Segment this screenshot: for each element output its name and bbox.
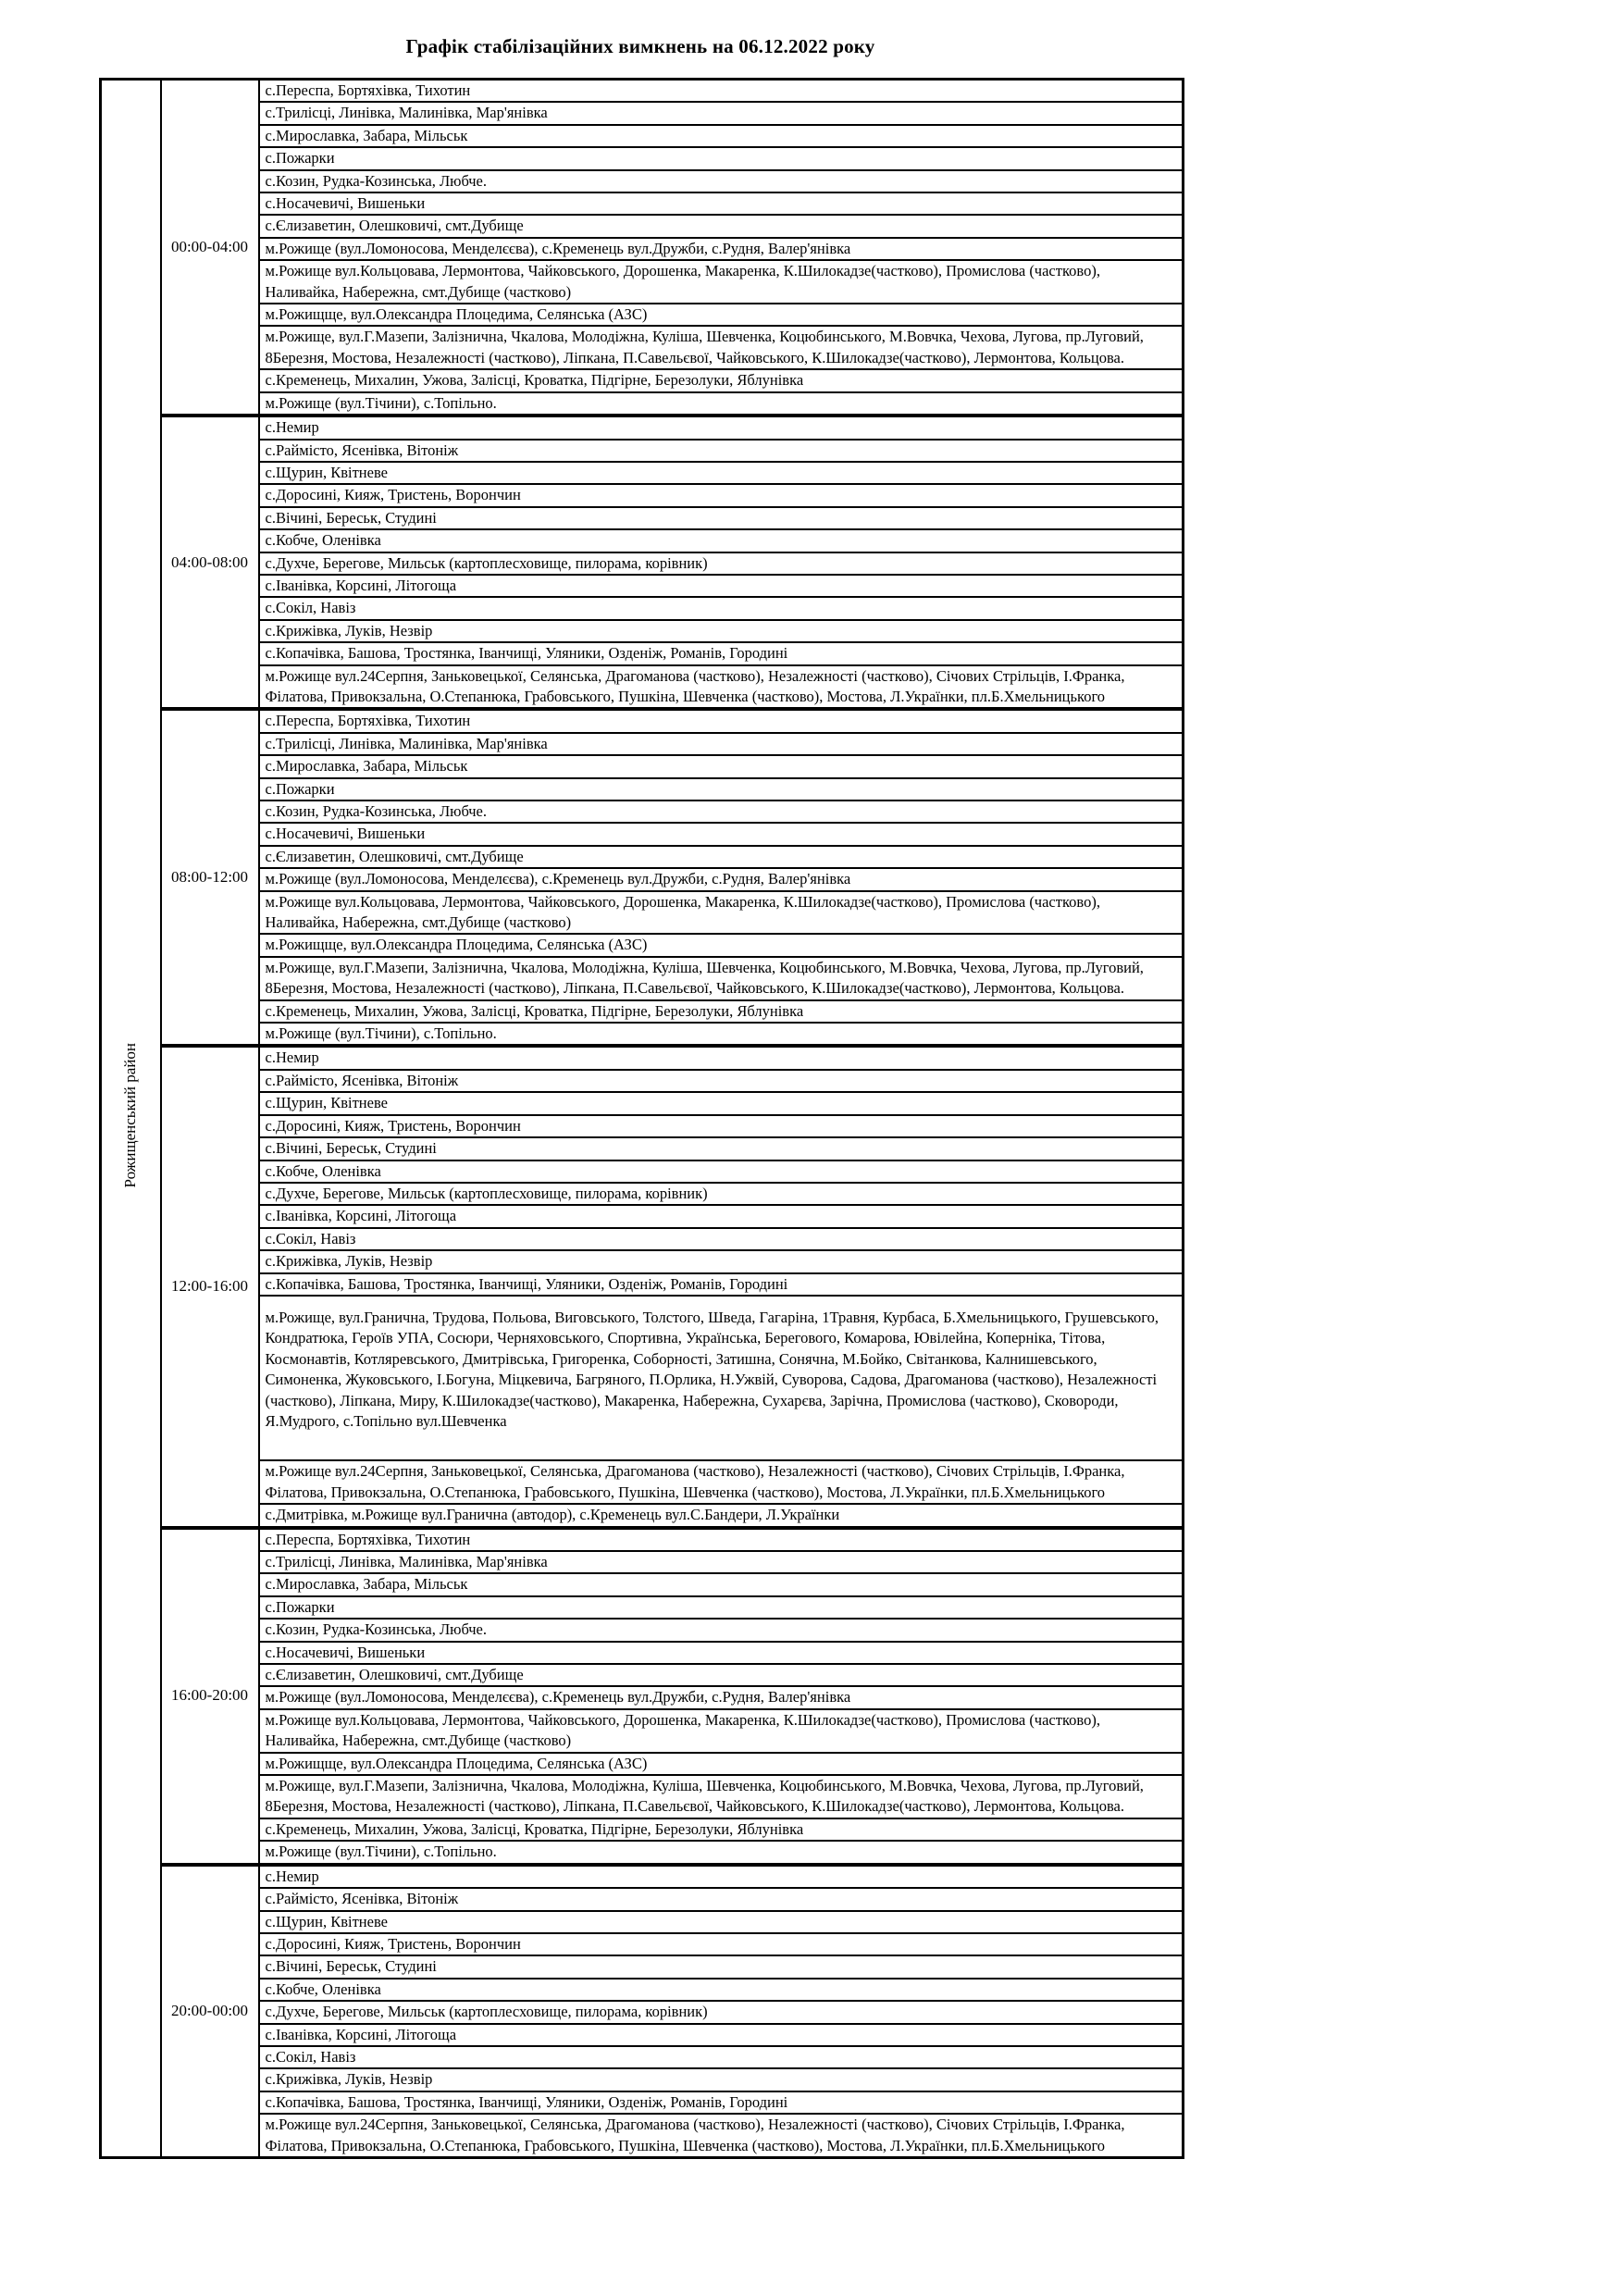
- area-cell: с.Крижівка, Луків, Незвір: [259, 1250, 1184, 1272]
- area-cell: с.Немир: [259, 1046, 1184, 1069]
- table-row: [101, 642, 1184, 664]
- table-row: [101, 192, 1184, 215]
- table-row: [101, 1092, 1184, 1114]
- area-cell: с.Раймісто, Ясенівка, Вітоніж: [259, 1888, 1184, 1910]
- area-cell: с.Козин, Рудка-Козинська, Любче.: [259, 800, 1184, 823]
- district-cell: [101, 80, 161, 2158]
- table-row: [101, 1619, 1184, 1641]
- table-row: [101, 147, 1184, 169]
- table-row: [101, 326, 1184, 369]
- schedule-table: [99, 78, 1184, 2159]
- area-cell: м.Рожище, вул.Г.Мазепи, Залізнична, Чкалова, Молодіжна, Куліша, Шевченка, Коцюбинського, М.Вовчка, Чехова, Лугова, пр.Луговий, 8Березня, Мостова, Незалежності (частково), Ліпкана, П.Савельєвої, Чайковського, К.Шилокадзе(частково), Лермонтова, Кольцова.: [259, 326, 1184, 369]
- table-row: [101, 1865, 1184, 1888]
- table-row: [101, 484, 1184, 506]
- area-cell: с.Копачівка, Башова, Тростянка, Іванчищі, Уляники, Озденіж, Романів, Городині: [259, 642, 1184, 664]
- table-row: [101, 529, 1184, 552]
- table-row: [101, 1642, 1184, 1664]
- area-cell: с.Єлизаветин, Олешковичі, смт.Дубище: [259, 215, 1184, 237]
- area-cell: с.Сокіл, Навіз: [259, 597, 1184, 619]
- area-cell: м.Рожище, вул.Г.Мазепи, Залізнична, Чкалова, Молодіжна, Куліша, Шевченка, Коцюбинського, М.Вовчка, Чехова, Лугова, пр.Луговий, 8Березня, Мостова, Незалежності (частково), Ліпкана, П.Савельєвої, Чайковського, К.Шилокадзе(частково), Лермонтова, Кольцова.: [259, 957, 1184, 1000]
- table-row: [101, 1955, 1184, 1978]
- time-slot-label: 16:00-20:00: [161, 1528, 259, 1865]
- table-row: [101, 1250, 1184, 1272]
- table-row: [101, 665, 1184, 710]
- area-cell: с.Єлизаветин, Олешковичі, смт.Дубище: [259, 846, 1184, 868]
- area-cell: с.Переспа, Бортяхівка, Тихотин: [259, 80, 1184, 103]
- table-row: [101, 2091, 1184, 2114]
- area-cell: с.Козин, Рудка-Козинська, Любче.: [259, 170, 1184, 192]
- table-row: [101, 891, 1184, 935]
- table-row: [101, 597, 1184, 619]
- area-cell: м.Рожищще, вул.Олександра Плоцедима, Селянська (АЗС): [259, 934, 1184, 956]
- table-row: [101, 552, 1184, 575]
- table-row: [101, 1979, 1184, 2001]
- table-row: [101, 1775, 1184, 1818]
- area-cell: с.Раймісто, Ясенівка, Вітоніж: [259, 440, 1184, 462]
- area-cell: с.Духче, Берегове, Мильськ (картоплесховище, пилорама, корівник): [259, 552, 1184, 575]
- area-cell: м.Рожище вул.Кольцовава, Лермонтова, Чайковського, Дорошенка, Макаренка, К.Шилокадзе(частково), Промислова (частково), Наливайка, Набережна, смт.Дубище (частково): [259, 891, 1184, 935]
- table-row: [101, 1273, 1184, 1296]
- area-cell: с.Вічині, Береськ, Студині: [259, 507, 1184, 529]
- table-row: [101, 778, 1184, 800]
- table-row: [101, 823, 1184, 845]
- area-cell: с.Мирославка, Забара, Мільськ: [259, 755, 1184, 777]
- table-row: [101, 80, 1184, 103]
- table-row: [101, 1753, 1184, 1775]
- area-cell: с.Крижівка, Луків, Незвір: [259, 620, 1184, 642]
- area-cell: с.Іванівка, Корсині, Літогоща: [259, 575, 1184, 597]
- table-row: [101, 1228, 1184, 1250]
- table-row: [101, 1664, 1184, 1686]
- table-row: [101, 1183, 1184, 1205]
- table-row: [101, 1911, 1184, 1933]
- table-row: [101, 238, 1184, 260]
- table-row: [101, 102, 1184, 124]
- area-cell: с.Носачевичі, Вишеньки: [259, 823, 1184, 845]
- area-cell: с.Кременець, Михалин, Ужова, Залісці, Кроватка, Підгірне, Березолуки, Яблунівка: [259, 1818, 1184, 1841]
- area-cell: м.Рожище (вул.Тічини), с.Топільно.: [259, 1023, 1184, 1046]
- area-cell: с.Мирославка, Забара, Мільськ: [259, 125, 1184, 147]
- area-cell: с.Щурин, Квітневе: [259, 462, 1184, 484]
- area-cell: с.Немир: [259, 1865, 1184, 1888]
- table-row: [101, 1160, 1184, 1183]
- table-row: [101, 1296, 1184, 1460]
- area-cell: м.Рожищще, вул.Олександра Плоцедима, Селянська (АЗС): [259, 304, 1184, 326]
- table-row: [101, 1137, 1184, 1160]
- area-cell: с.Носачевичі, Вишеньки: [259, 1642, 1184, 1664]
- area-cell: с.Переспа, Бортяхівка, Тихотин: [259, 709, 1184, 732]
- area-cell: с.Вічині, Береськ, Студині: [259, 1955, 1184, 1978]
- time-slot-label: 20:00-00:00: [161, 1865, 259, 2158]
- table-row: [101, 170, 1184, 192]
- area-cell: с.Кобче, Оленівка: [259, 529, 1184, 552]
- area-cell: м.Рожище (вул.Ломоносова, Менделєєва), с.Кременець вул.Дружби, с.Рудня, Валер'янівка: [259, 238, 1184, 260]
- district-label: Рожищенський район: [121, 1043, 140, 1188]
- table-row: [101, 1818, 1184, 1841]
- area-cell: с.Трилісці, Линівка, Малинівка, Мар'янівка: [259, 733, 1184, 755]
- area-cell: с.Дмитрівка, м.Рожище вул.Гранична (автодор), с.Кременець вул.С.Бандери, Л.Українки: [259, 1504, 1184, 1527]
- table-row: [101, 1551, 1184, 1573]
- time-slot-label: 00:00-04:00: [161, 80, 259, 416]
- area-cell: с.Щурин, Квітневе: [259, 1092, 1184, 1114]
- table-row: [101, 440, 1184, 462]
- area-cell: с.Кобче, Оленівка: [259, 1160, 1184, 1183]
- area-cell: с.Крижівка, Луків, Незвір: [259, 2068, 1184, 2091]
- schedule-table-body: [101, 80, 1184, 2158]
- area-cell: с.Копачівка, Башова, Тростянка, Іванчищі, Уляники, Озденіж, Романів, Городині: [259, 1273, 1184, 1296]
- table-row: [101, 462, 1184, 484]
- table-row: [101, 733, 1184, 755]
- area-cell: с.Іванівка, Корсині, Літогоща: [259, 2024, 1184, 2046]
- area-cell: с.Іванівка, Корсині, Літогоща: [259, 1205, 1184, 1227]
- area-cell: м.Рожище, вул.Г.Мазепи, Залізнична, Чкалова, Молодіжна, Куліша, Шевченка, Коцюбинського, М.Вовчка, Чехова, Лугова, пр.Луговий, 8Березня, Мостова, Незалежності (частково), Ліпкана, П.Савельєвої, Чайковського, К.Шилокадзе(частково), Лермонтова, Кольцова.: [259, 1775, 1184, 1818]
- table-row: [101, 2024, 1184, 2046]
- area-cell: с.Доросині, Кияж, Тристень, Ворончин: [259, 1933, 1184, 1955]
- table-row: [101, 575, 1184, 597]
- table-row: [101, 369, 1184, 391]
- table-row: [101, 304, 1184, 326]
- area-cell: м.Рожище, вул.Гранична, Трудова, Польова, Виговського, Толстого, Шведа, Гагаріна, 1Травня, Курбаса, Б.Хмельницького, Грушевського, Кондратюка, Героїв УПА, Сосюри, Черняховського, Спортивна, Українська, Берегового, Комарова, Ювілейна, Коперніка, Тітова, Космонавтів, Котляревського, Дмитрівська, Григоренка, Соборності, Затишна, Сонячна, М.Бойко, Світанкова, Калнишевського, Симоненка, Жуковського, І.Богуна, Міцкевича, Багряного, П.Орлика, Н.Ужвій, Суворова, Садова, Драгоманова (частково), Незалежності (частково), Ліпкана, Миру, К.Шилокадзе(частково), Макаренка, Набережна, Сухарєва, Зарічна, Промислова (частково), Сковороди, Я.Мудрого, с.Топільно вул.Шевченка: [259, 1296, 1184, 1460]
- area-cell: с.Копачівка, Башова, Тростянка, Іванчищі, Уляники, Озденіж, Романів, Городині: [259, 2091, 1184, 2114]
- table-row: [101, 507, 1184, 529]
- area-cell: с.Єлизаветин, Олешковичі, смт.Дубище: [259, 1664, 1184, 1686]
- area-cell: с.Носачевичі, Вишеньки: [259, 192, 1184, 215]
- area-cell: с.Трилісці, Линівка, Малинівка, Мар'янівка: [259, 1551, 1184, 1573]
- table-row: [101, 2001, 1184, 2023]
- table-row: [101, 1933, 1184, 1955]
- area-cell: с.Щурин, Квітневе: [259, 1911, 1184, 1933]
- area-cell: с.Сокіл, Навіз: [259, 1228, 1184, 1250]
- area-cell: м.Рожище вул.24Серпня, Заньковецької, Селянська, Драгоманова (частково), Незалежності (частково), Січових Стрільців, І.Франка, Філатова, Привокзальна, О.Степанюка, Грабовського, Пушкіна, Шевченка (частково), Мостова, Л.Українки, пл.Б.Хмельницького: [259, 665, 1184, 710]
- area-cell: с.Вічині, Береськ, Студині: [259, 1137, 1184, 1160]
- table-row: [101, 846, 1184, 868]
- area-cell: м.Рожищще, вул.Олександра Плоцедима, Селянська (АЗС): [259, 1753, 1184, 1775]
- area-cell: м.Рожище вул.Кольцовава, Лермонтова, Чайковського, Дорошенка, Макаренка, К.Шилокадзе(частково), Промислова (частково), Наливайка, Набережна, смт.Дубище (частково): [259, 1709, 1184, 1753]
- time-slot-label: 12:00-16:00: [161, 1046, 259, 1527]
- table-row: [101, 1596, 1184, 1619]
- table-row: [101, 620, 1184, 642]
- area-cell: с.Раймісто, Ясенівка, Вітоніж: [259, 1070, 1184, 1092]
- table-row: [101, 1115, 1184, 1137]
- table-row: [101, 1841, 1184, 1864]
- area-cell: с.Кременець, Михалин, Ужова, Залісці, Кроватка, Підгірне, Березолуки, Яблунівка: [259, 1000, 1184, 1023]
- table-row: [101, 1888, 1184, 1910]
- table-row: [101, 934, 1184, 956]
- table-row: [101, 125, 1184, 147]
- table-row: [101, 416, 1184, 439]
- area-cell: м.Рожище (вул.Тічини), с.Топільно.: [259, 1841, 1184, 1864]
- area-cell: с.Пожарки: [259, 1596, 1184, 1619]
- area-cell: с.Доросині, Кияж, Тристень, Ворончин: [259, 1115, 1184, 1137]
- area-cell: с.Духче, Берегове, Мильськ (картоплесховище, пилорама, корівник): [259, 2001, 1184, 2023]
- area-cell: с.Переспа, Бортяхівка, Тихотин: [259, 1528, 1184, 1551]
- table-row: [101, 755, 1184, 777]
- area-cell: с.Духче, Берегове, Мильськ (картоплесховище, пилорама, корівник): [259, 1183, 1184, 1205]
- area-cell: м.Рожище вул.Кольцовава, Лермонтова, Чайковського, Дорошенка, Макаренка, К.Шилокадзе(частково), Промислова (частково), Наливайка, Набережна, смт.Дубище (частково): [259, 260, 1184, 304]
- area-cell: м.Рожище вул.24Серпня, Заньковецької, Селянська, Драгоманова (частково), Незалежності (частково), Січових Стрільців, І.Франка, Філатова, Привокзальна, О.Степанюка, Грабовського, Пушкіна, Шевченка (частково), Мостова, Л.Українки, пл.Б.Хмельницького: [259, 2114, 1184, 2157]
- area-cell: с.Козин, Рудка-Козинська, Любче.: [259, 1619, 1184, 1641]
- page-title: Графік стабілізаційних вимкнень на 06.12.2022 року: [405, 35, 875, 57]
- area-cell: с.Доросині, Кияж, Тристень, Ворончин: [259, 484, 1184, 506]
- table-row: [101, 1023, 1184, 1046]
- table-row: [101, 215, 1184, 237]
- table-row: [101, 868, 1184, 890]
- area-cell: с.Трилісці, Линівка, Малинівка, Мар'янівка: [259, 102, 1184, 124]
- table-row: [101, 2046, 1184, 2068]
- table-row: [101, 1205, 1184, 1227]
- table-row: [101, 1046, 1184, 1069]
- table-row: [101, 957, 1184, 1000]
- table-row: [101, 1070, 1184, 1092]
- table-row: [101, 800, 1184, 823]
- table-row: [101, 1504, 1184, 1527]
- table-row: [101, 709, 1184, 732]
- table-row: [101, 1573, 1184, 1595]
- table-row: [101, 1686, 1184, 1708]
- table-row: [101, 1528, 1184, 1551]
- table-row: [101, 1460, 1184, 1504]
- area-cell: м.Рожище (вул.Тічини), с.Топільно.: [259, 392, 1184, 416]
- table-row: [101, 1709, 1184, 1753]
- area-cell: с.Кременець, Михалин, Ужова, Залісці, Кроватка, Підгірне, Березолуки, Яблунівка: [259, 369, 1184, 391]
- table-row: [101, 1000, 1184, 1023]
- table-row: [101, 2114, 1184, 2157]
- table-row: [101, 392, 1184, 416]
- area-cell: с.Кобче, Оленівка: [259, 1979, 1184, 2001]
- table-row: [101, 260, 1184, 304]
- area-cell: с.Мирославка, Забара, Мільськ: [259, 1573, 1184, 1595]
- area-cell: с.Немир: [259, 416, 1184, 439]
- time-slot-label: 04:00-08:00: [161, 416, 259, 709]
- area-cell: с.Сокіл, Навіз: [259, 2046, 1184, 2068]
- table-row: [101, 2068, 1184, 2091]
- area-cell: м.Рожище вул.24Серпня, Заньковецької, Селянська, Драгоманова (частково), Незалежності (частково), Січових Стрільців, І.Франка, Філатова, Привокзальна, О.Степанюка, Грабовського, Пушкіна, Шевченка (частково), Мостова, Л.Українки, пл.Б.Хмельницького: [259, 1460, 1184, 1504]
- time-slot-label: 08:00-12:00: [161, 709, 259, 1046]
- area-cell: м.Рожище (вул.Ломоносова, Менделєєва), с.Кременець вул.Дружби, с.Рудня, Валер'янівка: [259, 868, 1184, 890]
- area-cell: м.Рожище (вул.Ломоносова, Менделєєва), с.Кременець вул.Дружби, с.Рудня, Валер'янівка: [259, 1686, 1184, 1708]
- area-cell: с.Пожарки: [259, 778, 1184, 800]
- area-cell: с.Пожарки: [259, 147, 1184, 169]
